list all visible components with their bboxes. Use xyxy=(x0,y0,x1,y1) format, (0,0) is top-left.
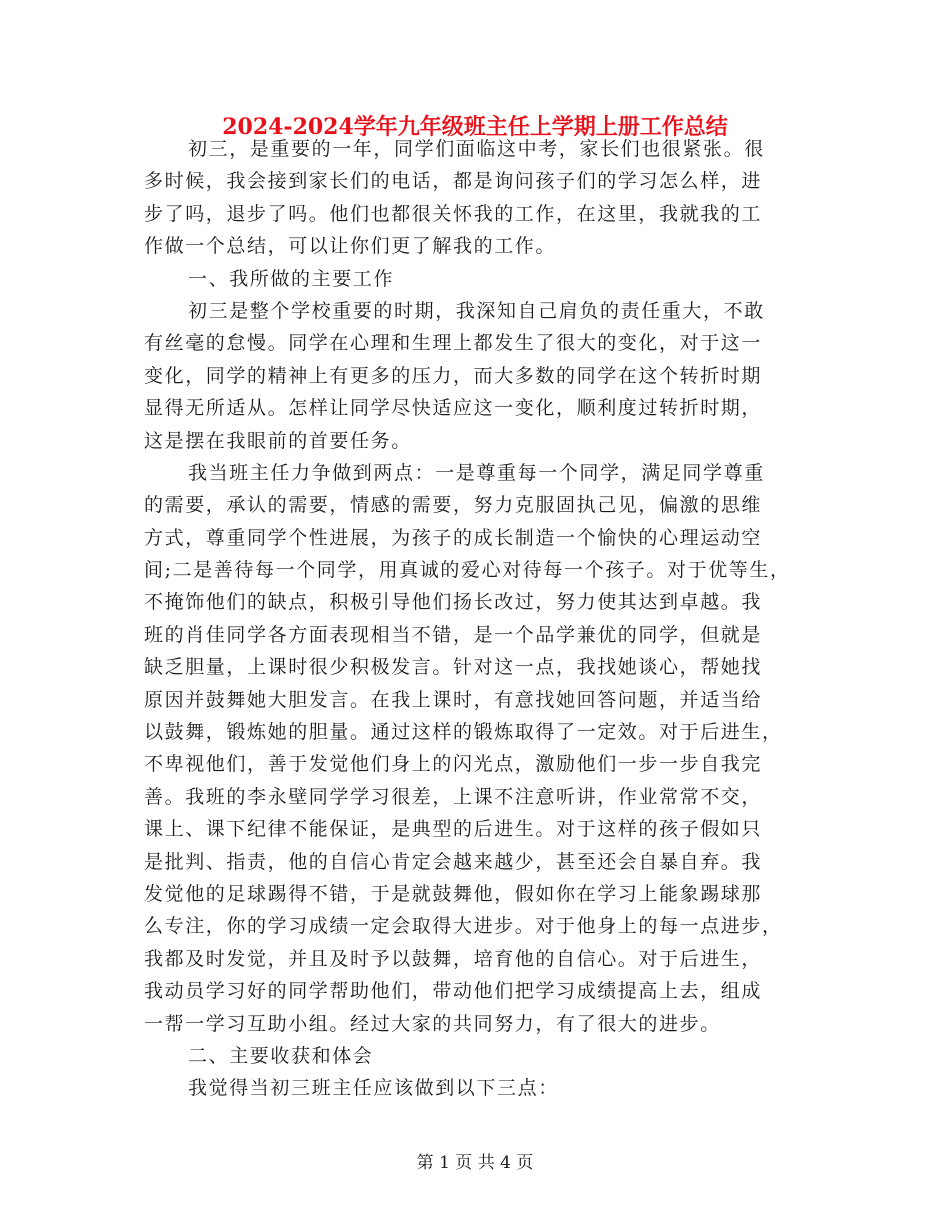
paragraph-line: 我都及时发觉，并且及时予以鼓舞，培育他的自信心。对于后进生， xyxy=(144,947,763,970)
paragraph-line: 缺乏胆量，上课时很少积极发言。针对这一点，我找她谈心，帮她找 xyxy=(144,656,763,679)
paragraph-line: 方式，尊重同学个性进展，为孩子的成长制造一个愉快的心理运动空 xyxy=(144,526,763,549)
paragraph-line: 显得无所适从。怎样让同学尽快适应这一变化，顺利度过转折时期， xyxy=(144,397,763,420)
paragraph-line: 么专注，你的学习成绩一定会取得大进步。对于他身上的每一点进步， xyxy=(144,915,783,938)
paragraph-line: 善。我班的李永壁同学学习很差，上课不注意听讲，作业常常不交， xyxy=(144,785,763,808)
section-heading: 一、我所做的主要工作 xyxy=(188,267,395,290)
section-heading: 二、主要收获和体会 xyxy=(188,1044,374,1067)
paragraph-line: 步了吗，退步了吗。他们也都很关怀我的工作，在这里，我就我的工 xyxy=(144,202,763,225)
paragraph-line: 一帮一学习互助小组。经过大家的共同努力，有了很大的进步。 xyxy=(144,1012,721,1035)
document-title: 2024-2024学年九年级班主任上学期上册工作总结 xyxy=(222,114,728,140)
paragraph-line: 原因并鼓舞她大胆发言。在我上课时，有意找她回答问题，并适当给 xyxy=(144,688,763,711)
paragraph-line: 作做一个总结，可以让你们更了解我的工作。 xyxy=(144,235,557,258)
paragraph-line: 不掩饰他们的缺点，积极引导他们扬长改过，努力使其达到卓越。我 xyxy=(144,591,763,614)
paragraph-line: 初三，是重要的一年，同学们面临这中考，家长们也很紧张。很 xyxy=(188,138,765,160)
paragraph-line: 是批判、指责，他的自信心肯定会越来越少，甚至还会自暴自弃。我 xyxy=(144,850,763,873)
paragraph-line: 多时候，我会接到家长们的电话，都是询问孩子们的学习怎么样，进 xyxy=(144,170,763,193)
paragraph-line: 变化，同学的精神上有更多的压力，而大多数的同学在这个转折时期 xyxy=(144,364,763,387)
paragraph-line: 我动员学习好的同学帮助他们，带动他们把学习成绩提高上去，组成 xyxy=(144,980,763,1003)
paragraph-line: 有丝毫的怠慢。同学在心理和生理上都发生了很大的变化，对于这一 xyxy=(144,332,763,355)
paragraph-line: 初三是整个学校重要的时期，我深知自己肩负的责任重大，不敢 xyxy=(188,299,765,322)
paragraph-line: 以鼓舞，锻炼她的胆量。通过这样的锻炼取得了一定效。对于后进生， xyxy=(144,721,783,744)
paragraph-line: 不卑视他们，善于发觉他们身上的闪光点，激励他们一步一步自我完 xyxy=(144,753,763,776)
paragraph-line: 这是摆在我眼前的首要任务。 xyxy=(144,429,412,452)
paragraph-line: 班的肖佳同学各方面表现相当不错，是一个品学兼优的同学，但就是 xyxy=(144,623,763,646)
page-footer: 第 1 页 共 4 页 xyxy=(416,1153,534,1173)
paragraph-line: 我觉得当初三班主任应该做到以下三点： xyxy=(188,1077,559,1100)
paragraph-line: 课上、课下纪律不能保证，是典型的后进生。对于这样的孩子假如只 xyxy=(144,818,763,841)
document-body xyxy=(144,133,812,1105)
paragraph-line: 我当班主任力争做到两点：一是尊重每一个同学，满足同学尊重 xyxy=(188,461,765,484)
paragraph-line: 的需要，承认的需要，情感的需要，努力克服固执己见，偏激的思维 xyxy=(144,494,763,517)
paragraph-line: 发觉他的足球踢得不错，于是就鼓舞他，假如你在学习上能象踢球那 xyxy=(144,882,763,905)
paragraph-line: 间;二是善待每一个同学，用真诚的爱心对待每一个孩子。对于优等生， xyxy=(144,559,791,582)
